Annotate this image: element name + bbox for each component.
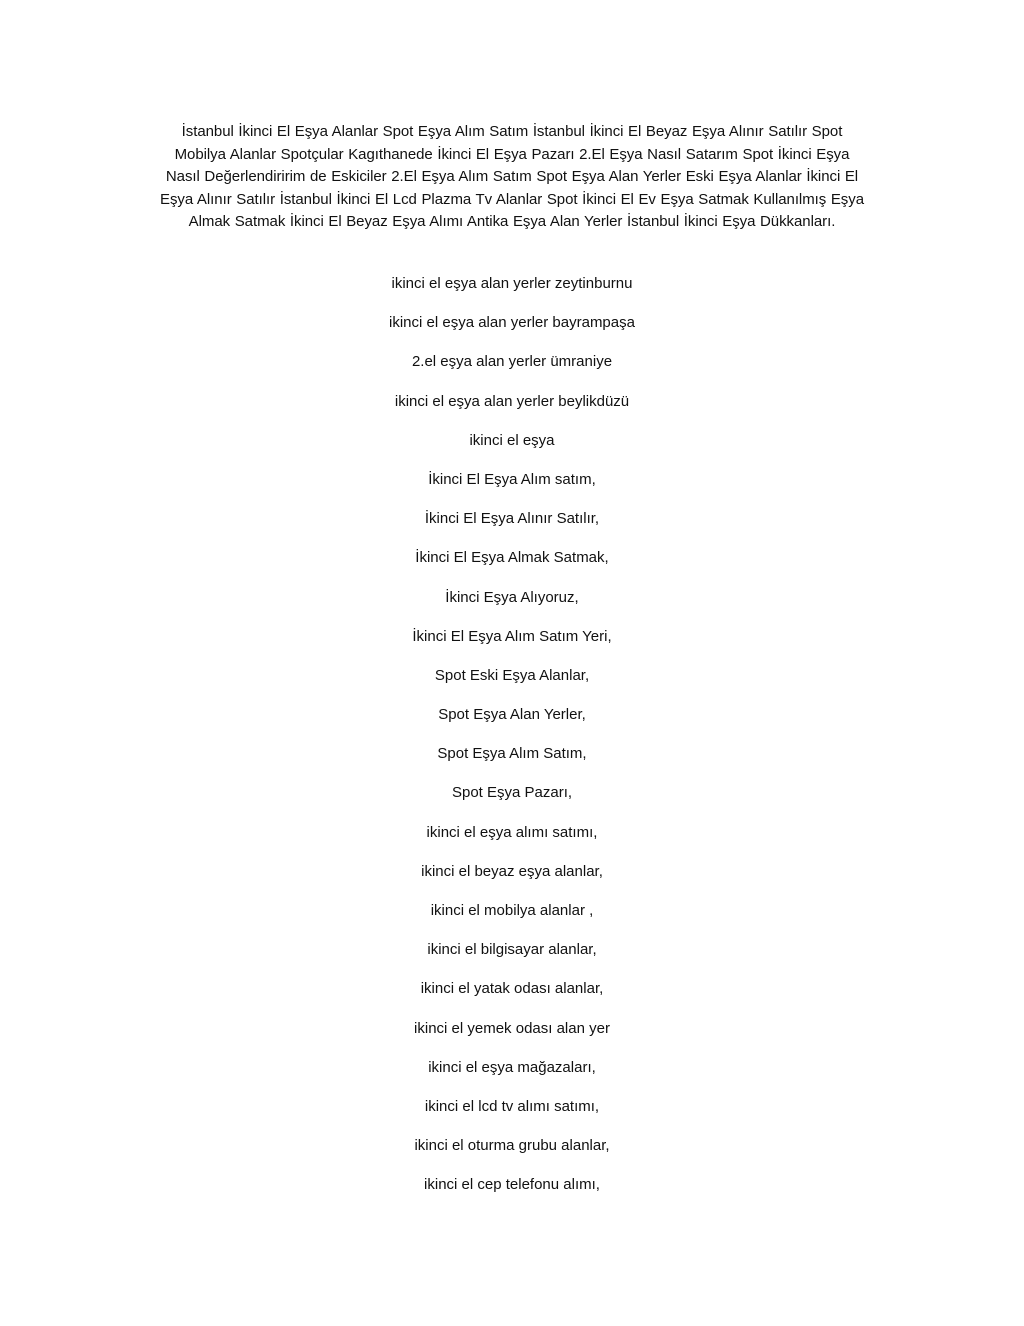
- keyword-line: ikinci el eşya: [469, 431, 555, 449]
- keyword-line: ikinci el eşya alan yerler bayrampaşa: [389, 314, 635, 332]
- keyword-line: Spot Eşya Pazarı,: [451, 784, 573, 802]
- keyword-line: İkinci El Eşya Alınır Satılır,: [424, 510, 600, 528]
- keyword-line: ikinci el cep telefonu alımı,: [424, 1176, 600, 1194]
- keyword-line: 2.el eşya alan yerler ümraniye: [411, 353, 613, 371]
- keyword-line: ikinci el eşya mağazaları,: [428, 1058, 596, 1076]
- keyword-line: ikinci el eşya alan yerler zeytinburnu: [391, 275, 633, 292]
- keyword-line: ikinci el oturma grubu alanlar,: [414, 1137, 610, 1155]
- keyword-line: ikinci el beyaz eşya alanlar,: [421, 862, 603, 880]
- keyword-line: İkinci El Eşya Alım satım,: [428, 470, 596, 488]
- keyword-line: ikinci el yemek odası alan yer: [414, 1019, 610, 1037]
- keyword-line: İkinci El Eşya Almak Satmak,: [415, 549, 609, 567]
- keyword-line: ikinci el lcd tv alımı satımı,: [424, 1097, 600, 1115]
- keyword-line: ikinci el eşya alımı satımı,: [426, 823, 598, 841]
- keyword-line: ikinci el eşya alan yerler beylikdüzü: [394, 392, 630, 410]
- keyword-list: [0, 273, 1024, 1214]
- keyword-line: İkinci El Eşya Alım Satım Yeri,: [412, 627, 612, 645]
- keyword-line: Spot Eski Eşya Alanlar,: [434, 666, 590, 684]
- keyword-line: Spot Eşya Alan Yerler,: [438, 706, 586, 724]
- intro-paragraph: İstanbul İkinci El Eşya Alanlar Spot Eşya Alım Satım İstanbul İkinci El Beyaz Eşya Alınır Satılır Spot Mobilya Alanlar Spotçular Kagıthanede İkinci El Eşya Pazarı 2.El Eşya Nasıl Satarım Spot İkinci Eşya Nasıl Değerlendiririm de Eskiciler 2.El Eşya Alım Satım Spot Eşya Alan Yerler Eski Eşya Alanlar İkinci El Eşya Alınır Satılır İstanbul İkinci El Lcd Plazma Tv Alanlar Spot İkinci El Ev Eşya Satmak Kullanılmış Eşya Almak Satmak İkinci El Beyaz Eşya Alımı Antika Eşya Alan Yerler İstanbul İkinci Eşya Dükkanları.: [160, 123, 864, 230]
- keyword-line: ikinci el yatak odası alanlar,: [420, 980, 604, 998]
- keyword-line: İkinci Eşya Alıyoruz,: [445, 588, 579, 606]
- keyword-line: ikinci el bilgisayar alanlar,: [427, 941, 597, 959]
- keyword-line: ikinci el mobilya alanlar ,: [430, 902, 594, 919]
- keyword-line: Spot Eşya Alım Satım,: [437, 745, 587, 763]
